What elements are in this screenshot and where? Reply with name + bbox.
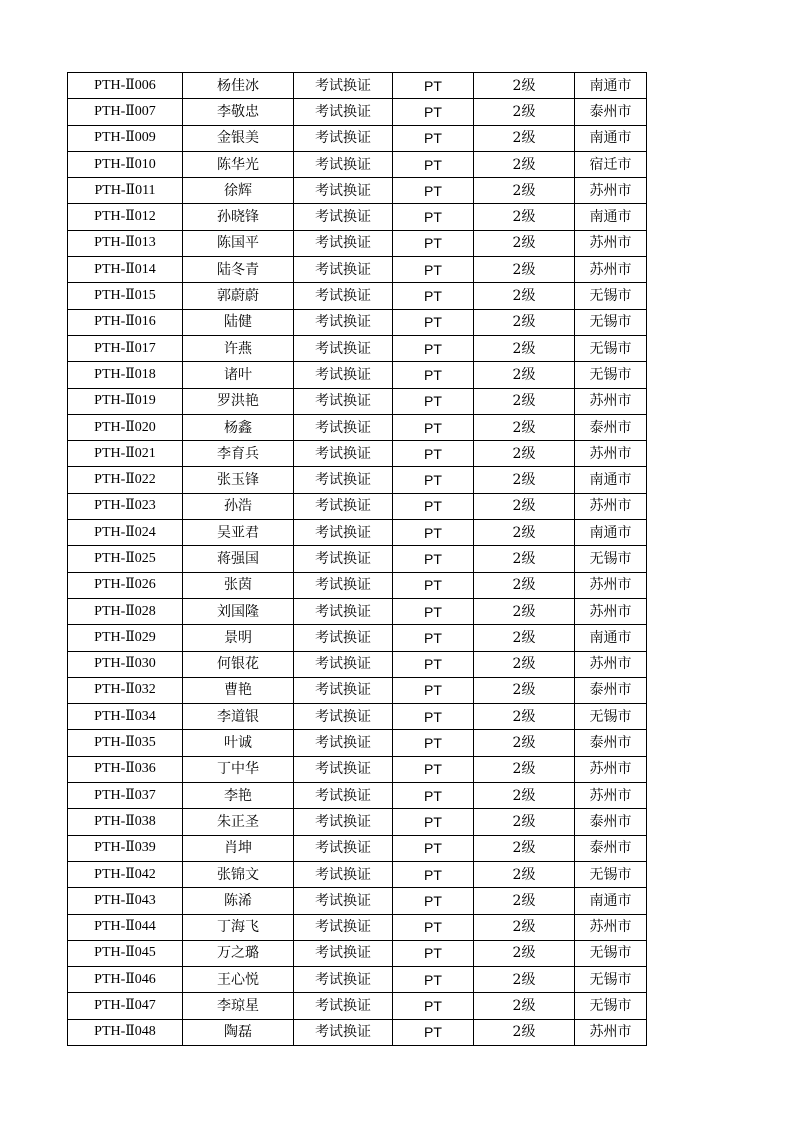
city-cell: 苏州市	[575, 1019, 647, 1045]
cert-code-cell: PTH-Ⅱ036	[68, 756, 183, 782]
process-type-cell: 考试换证	[294, 493, 393, 519]
person-name-cell: 罗洪艳	[183, 388, 294, 414]
table-row	[68, 546, 647, 572]
city-cell: 南通市	[575, 625, 647, 651]
city-cell: 苏州市	[575, 441, 647, 467]
person-name-cell: 孙晓锋	[183, 204, 294, 230]
city-cell: 无锡市	[575, 993, 647, 1019]
person-name-cell: 丁中华	[183, 756, 294, 782]
table-row	[68, 230, 647, 256]
level-cell: 2级	[474, 204, 575, 230]
cert-code-cell: PTH-Ⅱ007	[68, 99, 183, 125]
city-cell: 泰州市	[575, 677, 647, 703]
person-name-cell: 万之璐	[183, 940, 294, 966]
category-cell: PT	[393, 783, 474, 809]
process-type-cell: 考试换证	[294, 230, 393, 256]
table-row	[68, 99, 647, 125]
process-type-cell: 考试换证	[294, 362, 393, 388]
person-name-cell: 李敬忠	[183, 99, 294, 125]
level-cell: 2级	[474, 651, 575, 677]
city-cell: 苏州市	[575, 257, 647, 283]
level-cell: 2级	[474, 335, 575, 361]
table-row	[68, 520, 647, 546]
level-cell: 2级	[474, 230, 575, 256]
level-cell: 2级	[474, 914, 575, 940]
cert-code-cell: PTH-Ⅱ021	[68, 441, 183, 467]
person-name-cell: 杨鑫	[183, 414, 294, 440]
category-cell: PT	[393, 335, 474, 361]
process-type-cell: 考试换证	[294, 677, 393, 703]
level-cell: 2级	[474, 125, 575, 151]
city-cell: 无锡市	[575, 704, 647, 730]
level-cell: 2级	[474, 704, 575, 730]
category-cell: PT	[393, 835, 474, 861]
level-cell: 2级	[474, 940, 575, 966]
category-cell: PT	[393, 283, 474, 309]
table-row	[68, 940, 647, 966]
cert-code-cell: PTH-Ⅱ046	[68, 967, 183, 993]
category-cell: PT	[393, 362, 474, 388]
city-cell: 南通市	[575, 467, 647, 493]
level-cell: 2级	[474, 309, 575, 335]
cert-code-cell: PTH-Ⅱ006	[68, 73, 183, 99]
level-cell: 2级	[474, 362, 575, 388]
level-cell: 2级	[474, 730, 575, 756]
cert-code-cell: PTH-Ⅱ010	[68, 151, 183, 177]
process-type-cell: 考试换证	[294, 598, 393, 624]
level-cell: 2级	[474, 546, 575, 572]
cert-code-cell: PTH-Ⅱ047	[68, 993, 183, 1019]
category-cell: PT	[393, 493, 474, 519]
process-type-cell: 考试换证	[294, 414, 393, 440]
level-cell: 2级	[474, 151, 575, 177]
cert-code-cell: PTH-Ⅱ043	[68, 888, 183, 914]
cert-code-cell: PTH-Ⅱ018	[68, 362, 183, 388]
table-row	[68, 967, 647, 993]
city-cell: 苏州市	[575, 783, 647, 809]
category-cell: PT	[393, 388, 474, 414]
person-name-cell: 陆健	[183, 309, 294, 335]
person-name-cell: 李育兵	[183, 441, 294, 467]
table-body	[68, 73, 647, 1046]
person-name-cell: 王心悦	[183, 967, 294, 993]
level-cell: 2级	[474, 1019, 575, 1045]
table-row	[68, 283, 647, 309]
category-cell: PT	[393, 677, 474, 703]
cert-code-cell: PTH-Ⅱ026	[68, 572, 183, 598]
person-name-cell: 许燕	[183, 335, 294, 361]
cert-code-cell: PTH-Ⅱ020	[68, 414, 183, 440]
table-row	[68, 861, 647, 887]
level-cell: 2级	[474, 756, 575, 782]
level-cell: 2级	[474, 73, 575, 99]
process-type-cell: 考试换证	[294, 309, 393, 335]
person-name-cell: 徐辉	[183, 178, 294, 204]
process-type-cell: 考试换证	[294, 388, 393, 414]
cert-code-cell: PTH-Ⅱ032	[68, 677, 183, 703]
level-cell: 2级	[474, 178, 575, 204]
table-row	[68, 914, 647, 940]
level-cell: 2级	[474, 783, 575, 809]
category-cell: PT	[393, 546, 474, 572]
category-cell: PT	[393, 651, 474, 677]
cert-code-cell: PTH-Ⅱ016	[68, 309, 183, 335]
category-cell: PT	[393, 809, 474, 835]
city-cell: 苏州市	[575, 388, 647, 414]
table-row	[68, 598, 647, 624]
process-type-cell: 考试换证	[294, 204, 393, 230]
person-name-cell: 肖坤	[183, 835, 294, 861]
table-row	[68, 1019, 647, 1045]
process-type-cell: 考试换证	[294, 151, 393, 177]
table-row	[68, 888, 647, 914]
person-name-cell: 吴亚君	[183, 520, 294, 546]
process-type-cell: 考试换证	[294, 888, 393, 914]
cert-code-cell: PTH-Ⅱ042	[68, 861, 183, 887]
cert-code-cell: PTH-Ⅱ012	[68, 204, 183, 230]
category-cell: PT	[393, 230, 474, 256]
level-cell: 2级	[474, 888, 575, 914]
person-name-cell: 张玉锋	[183, 467, 294, 493]
table-row	[68, 835, 647, 861]
table-row	[68, 730, 647, 756]
table-row	[68, 335, 647, 361]
process-type-cell: 考试换证	[294, 756, 393, 782]
category-cell: PT	[393, 467, 474, 493]
city-cell: 无锡市	[575, 940, 647, 966]
person-name-cell: 陈国平	[183, 230, 294, 256]
cert-code-cell: PTH-Ⅱ009	[68, 125, 183, 151]
cert-code-cell: PTH-Ⅱ048	[68, 1019, 183, 1045]
category-cell: PT	[393, 257, 474, 283]
process-type-cell: 考试换证	[294, 99, 393, 125]
person-name-cell: 陈华光	[183, 151, 294, 177]
cert-code-cell: PTH-Ⅱ037	[68, 783, 183, 809]
city-cell: 苏州市	[575, 572, 647, 598]
process-type-cell: 考试换证	[294, 520, 393, 546]
process-type-cell: 考试换证	[294, 940, 393, 966]
person-name-cell: 郭蔚蔚	[183, 283, 294, 309]
category-cell: PT	[393, 125, 474, 151]
level-cell: 2级	[474, 493, 575, 519]
level-cell: 2级	[474, 572, 575, 598]
level-cell: 2级	[474, 809, 575, 835]
city-cell: 泰州市	[575, 730, 647, 756]
table-row	[68, 493, 647, 519]
cert-code-cell: PTH-Ⅱ017	[68, 335, 183, 361]
cert-code-cell: PTH-Ⅱ022	[68, 467, 183, 493]
person-name-cell: 张锦文	[183, 861, 294, 887]
level-cell: 2级	[474, 861, 575, 887]
category-cell: PT	[393, 940, 474, 966]
category-cell: PT	[393, 99, 474, 125]
cert-code-cell: PTH-Ⅱ013	[68, 230, 183, 256]
city-cell: 无锡市	[575, 309, 647, 335]
city-cell: 苏州市	[575, 756, 647, 782]
category-cell: PT	[393, 730, 474, 756]
cert-code-cell: PTH-Ⅱ023	[68, 493, 183, 519]
process-type-cell: 考试换证	[294, 335, 393, 361]
category-cell: PT	[393, 861, 474, 887]
cert-code-cell: PTH-Ⅱ035	[68, 730, 183, 756]
person-name-cell: 朱正圣	[183, 809, 294, 835]
city-cell: 南通市	[575, 125, 647, 151]
table-row	[68, 125, 647, 151]
category-cell: PT	[393, 520, 474, 546]
level-cell: 2级	[474, 99, 575, 125]
city-cell: 南通市	[575, 520, 647, 546]
person-name-cell: 丁海飞	[183, 914, 294, 940]
cert-code-cell: PTH-Ⅱ011	[68, 178, 183, 204]
person-name-cell: 景明	[183, 625, 294, 651]
category-cell: PT	[393, 993, 474, 1019]
cert-code-cell: PTH-Ⅱ029	[68, 625, 183, 651]
cert-code-cell: PTH-Ⅱ019	[68, 388, 183, 414]
process-type-cell: 考试换证	[294, 651, 393, 677]
process-type-cell: 考试换证	[294, 835, 393, 861]
category-cell: PT	[393, 151, 474, 177]
cert-code-cell: PTH-Ⅱ024	[68, 520, 183, 546]
city-cell: 宿迁市	[575, 151, 647, 177]
table-row	[68, 441, 647, 467]
process-type-cell: 考试换证	[294, 546, 393, 572]
category-cell: PT	[393, 598, 474, 624]
person-name-cell: 金银美	[183, 125, 294, 151]
level-cell: 2级	[474, 414, 575, 440]
person-name-cell: 陆冬青	[183, 257, 294, 283]
city-cell: 泰州市	[575, 835, 647, 861]
person-name-cell: 张茵	[183, 572, 294, 598]
person-name-cell: 陶磊	[183, 1019, 294, 1045]
category-cell: PT	[393, 625, 474, 651]
city-cell: 无锡市	[575, 283, 647, 309]
level-cell: 2级	[474, 967, 575, 993]
person-name-cell: 诸叶	[183, 362, 294, 388]
city-cell: 无锡市	[575, 861, 647, 887]
process-type-cell: 考试换证	[294, 125, 393, 151]
level-cell: 2级	[474, 467, 575, 493]
level-cell: 2级	[474, 257, 575, 283]
table-row	[68, 756, 647, 782]
level-cell: 2级	[474, 993, 575, 1019]
category-cell: PT	[393, 572, 474, 598]
cert-code-cell: PTH-Ⅱ025	[68, 546, 183, 572]
level-cell: 2级	[474, 283, 575, 309]
level-cell: 2级	[474, 388, 575, 414]
category-cell: PT	[393, 178, 474, 204]
table-row	[68, 993, 647, 1019]
table-row	[68, 704, 647, 730]
person-name-cell: 叶诚	[183, 730, 294, 756]
city-cell: 苏州市	[575, 651, 647, 677]
category-cell: PT	[393, 204, 474, 230]
city-cell: 无锡市	[575, 546, 647, 572]
cert-code-cell: PTH-Ⅱ045	[68, 940, 183, 966]
process-type-cell: 考试换证	[294, 467, 393, 493]
level-cell: 2级	[474, 677, 575, 703]
city-cell: 南通市	[575, 888, 647, 914]
level-cell: 2级	[474, 835, 575, 861]
person-name-cell: 陈浠	[183, 888, 294, 914]
process-type-cell: 考试换证	[294, 993, 393, 1019]
table-row	[68, 388, 647, 414]
category-cell: PT	[393, 756, 474, 782]
process-type-cell: 考试换证	[294, 914, 393, 940]
process-type-cell: 考试换证	[294, 441, 393, 467]
category-cell: PT	[393, 441, 474, 467]
category-cell: PT	[393, 309, 474, 335]
person-name-cell: 李琼星	[183, 993, 294, 1019]
level-cell: 2级	[474, 625, 575, 651]
city-cell: 无锡市	[575, 362, 647, 388]
category-cell: PT	[393, 888, 474, 914]
city-cell: 苏州市	[575, 598, 647, 624]
city-cell: 泰州市	[575, 414, 647, 440]
process-type-cell: 考试换证	[294, 967, 393, 993]
process-type-cell: 考试换证	[294, 861, 393, 887]
cert-code-cell: PTH-Ⅱ044	[68, 914, 183, 940]
city-cell: 泰州市	[575, 99, 647, 125]
cert-code-cell: PTH-Ⅱ039	[68, 835, 183, 861]
city-cell: 苏州市	[575, 178, 647, 204]
table-row	[68, 73, 647, 99]
process-type-cell: 考试换证	[294, 625, 393, 651]
table-row	[68, 625, 647, 651]
table-row	[68, 467, 647, 493]
person-name-cell: 李道银	[183, 704, 294, 730]
process-type-cell: 考试换证	[294, 283, 393, 309]
city-cell: 南通市	[575, 204, 647, 230]
category-cell: PT	[393, 704, 474, 730]
person-name-cell: 刘国隆	[183, 598, 294, 624]
city-cell: 无锡市	[575, 967, 647, 993]
table-row	[68, 572, 647, 598]
category-cell: PT	[393, 967, 474, 993]
category-cell: PT	[393, 414, 474, 440]
cert-code-cell: PTH-Ⅱ014	[68, 257, 183, 283]
city-cell: 苏州市	[575, 230, 647, 256]
table-row	[68, 414, 647, 440]
table-row	[68, 309, 647, 335]
city-cell: 南通市	[575, 73, 647, 99]
table-row	[68, 783, 647, 809]
person-name-cell: 孙浩	[183, 493, 294, 519]
process-type-cell: 考试换证	[294, 730, 393, 756]
person-name-cell: 李艳	[183, 783, 294, 809]
certification-table	[67, 72, 647, 1046]
table-row	[68, 151, 647, 177]
cert-code-cell: PTH-Ⅱ028	[68, 598, 183, 624]
cert-code-cell: PTH-Ⅱ015	[68, 283, 183, 309]
table-row	[68, 677, 647, 703]
process-type-cell: 考试换证	[294, 257, 393, 283]
city-cell: 苏州市	[575, 493, 647, 519]
category-cell: PT	[393, 914, 474, 940]
person-name-cell: 何银花	[183, 651, 294, 677]
city-cell: 泰州市	[575, 809, 647, 835]
process-type-cell: 考试换证	[294, 73, 393, 99]
process-type-cell: 考试换证	[294, 1019, 393, 1045]
cert-code-cell: PTH-Ⅱ038	[68, 809, 183, 835]
level-cell: 2级	[474, 520, 575, 546]
table-row	[68, 178, 647, 204]
cert-code-cell: PTH-Ⅱ030	[68, 651, 183, 677]
person-name-cell: 蒋强国	[183, 546, 294, 572]
table-row	[68, 809, 647, 835]
process-type-cell: 考试换证	[294, 783, 393, 809]
category-cell: PT	[393, 1019, 474, 1045]
process-type-cell: 考试换证	[294, 809, 393, 835]
process-type-cell: 考试换证	[294, 178, 393, 204]
table-row	[68, 204, 647, 230]
cert-code-cell: PTH-Ⅱ034	[68, 704, 183, 730]
category-cell: PT	[393, 73, 474, 99]
city-cell: 无锡市	[575, 335, 647, 361]
city-cell: 苏州市	[575, 914, 647, 940]
table-row	[68, 362, 647, 388]
level-cell: 2级	[474, 598, 575, 624]
process-type-cell: 考试换证	[294, 572, 393, 598]
person-name-cell: 曹艳	[183, 677, 294, 703]
level-cell: 2级	[474, 441, 575, 467]
person-name-cell: 杨佳冰	[183, 73, 294, 99]
table-row	[68, 651, 647, 677]
table-row	[68, 257, 647, 283]
process-type-cell: 考试换证	[294, 704, 393, 730]
